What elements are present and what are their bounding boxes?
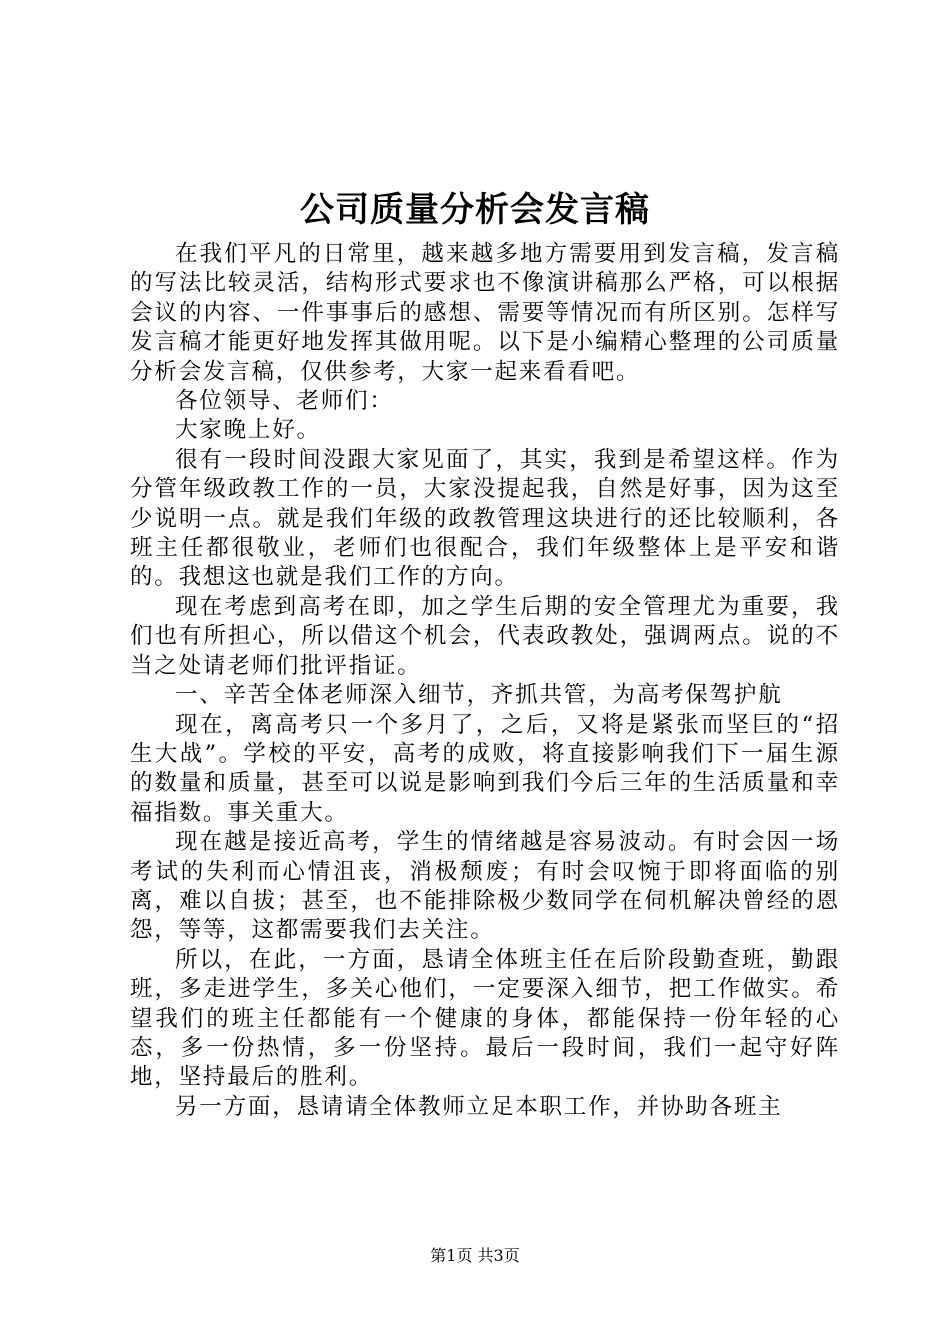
paragraph: 在我们平凡的日常里，越来越多地方需要用到发言稿，发言稿的写法比较灵活，结构形式要求也不像演讲稿那么严格，可以根据会议的内容、一件事事后的感想、需要等情况而有所区别。怎样写发言稿才能更好地发挥其做用呢。以下是小编精心整理的公司质量分析会发言稿，仅供参考，大家一起来看看吧。 (130, 241, 840, 385)
paragraph: 现在越是接近高考，学生的情绪越是容易波动。有时会因一场考试的失利而心情沮丧，消极颓废；有时会叹惋于即将面临的别离，难以自拔；甚至，也不能排除极少数同学在伺机解决曾经的恩怨，等等，这都需要我们去关注。 (130, 829, 840, 944)
paragraph: 很有一段时间没跟大家见面了，其实，我到是希望这样。作为分管年级政教工作的一员，大家没提起我，自然是好事，因为这至少说明一点。就是我们年级的政教管理这块进行的还比较顺利，各班主任都很敬业，老师们也很配合，我们年级整体上是平安和谐的。我想这也就是我们工作的方向。 (130, 446, 840, 591)
paragraph: 现在，离高考只一个多月了，之后，又将是紧张而坚巨的“招生大战”。学校的平安，高考的成败，将直接影响我们下一届生源的数量和质量，甚至可以说是影响到我们今后三年的生活质量和幸福指数。事关重大。 (130, 711, 840, 826)
page-footer: 第1页 共3页 (430, 1246, 520, 1265)
paragraph: 大家晚上好。 (175, 417, 321, 444)
section-heading: 一、辛苦全体老师深入细节，齐抓共管，为高考保驾护航 (175, 682, 783, 709)
paragraph: 现在考虑到高考在即，加之学生后期的安全管理尤为重要，我们也有所担心，所以借这个机会，代表政教处，强调两点。说的不当之处请老师们批评指证。 (130, 593, 840, 679)
document-title: 公司质量分析会发言稿 (300, 190, 650, 230)
paragraph: 各位领导、老师们： (175, 388, 394, 415)
paragraph: 所以，在此，一方面，恳请全体班主任在后阶段勤查班，勤跟班，多走进学生，多关心他们，一定要深入细节，把工作做实。希望我们的班主任都能有一个健康的身体，都能保持一份年轻的心态，多一份热情，多一份坚持。最后一段时间，我们一起守好阵地，坚持最后的胜利。 (130, 946, 840, 1091)
document-body (130, 240, 840, 1122)
paragraph: 另一方面，恳请请全体教师立足本职工作，并协助各班主 (175, 1093, 783, 1120)
